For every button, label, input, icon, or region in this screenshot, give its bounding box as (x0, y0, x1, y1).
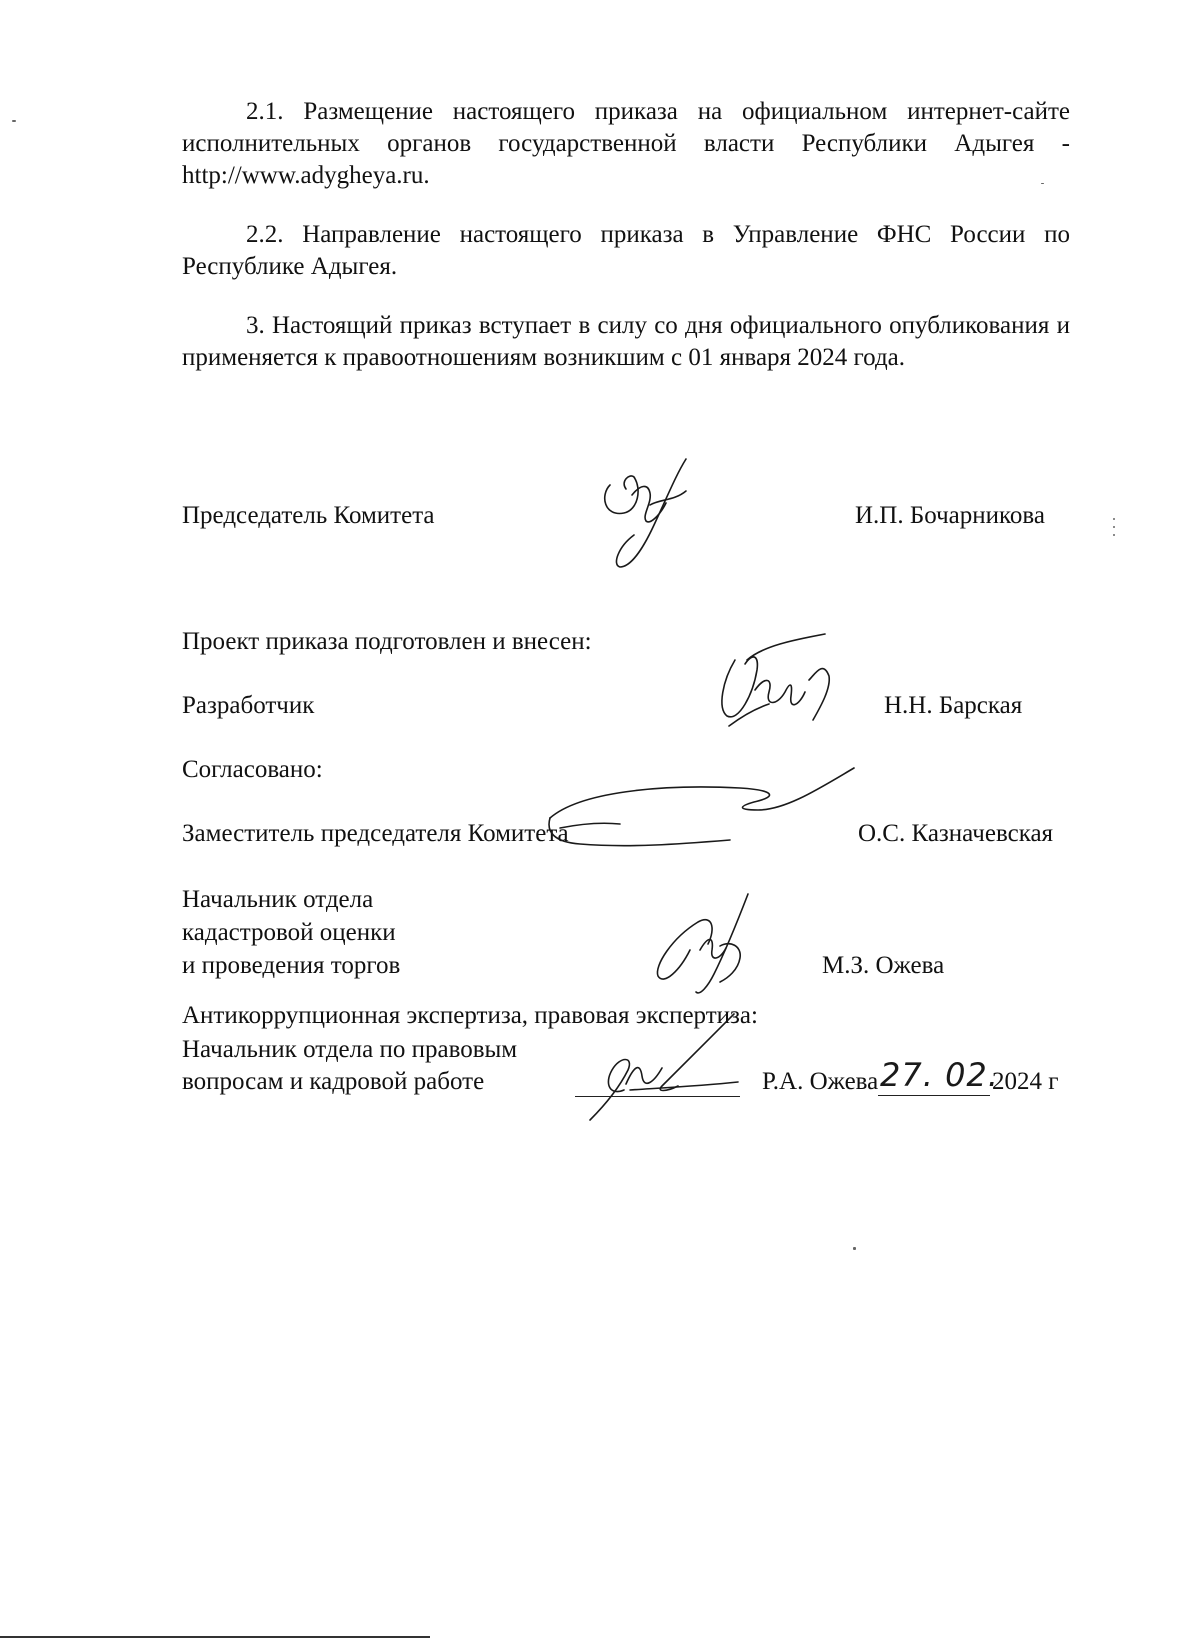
deputy-signature (540, 762, 860, 862)
paragraph-2-2: 2.2. Направление настоящего приказа в Управление ФНС России по Республике Адыгея. (182, 221, 1070, 280)
project-heading: Проект приказа подготовлен и внесен: (182, 628, 592, 655)
chairman-name: И.П. Бочарникова (855, 502, 1045, 529)
legal-position-line2: вопросам и кадровой работе (182, 1068, 485, 1095)
cadastral-name: М.З. Ожева (822, 952, 945, 979)
cadastral-signature (650, 890, 760, 1000)
deputy-position: Заместитель председателя Комитета (182, 820, 569, 847)
cadastral-position-line1: Начальник отдела (182, 886, 374, 913)
scan-artifact (1113, 526, 1115, 528)
footer-rule (0, 1636, 430, 1638)
scan-artifact (1041, 183, 1044, 184)
developer-name: Н.Н. Барская (884, 692, 1023, 719)
legal-name: Р.А. Ожева (762, 1068, 879, 1095)
developer-position: Разработчик (182, 692, 315, 719)
paragraph-3: 3. Настоящий приказ вступает в силу со дня официального опубликования и применяется к правоотношениям возникшим с 01 января 2024 года. (182, 312, 1070, 371)
scan-artifact (1113, 518, 1115, 520)
agreed-heading: Согласовано: (182, 756, 323, 783)
paragraph-2-1: 2.1. Размещение настоящего приказа на официальном интернет-сайте исполнительных органов государственной власти Республики Адыгея - http://www.adygheya.ru. (182, 98, 1070, 189)
cadastral-position-line2: кадастровой оценки (182, 919, 396, 946)
legal-position-line1: Начальник отдела по правовым (182, 1036, 518, 1063)
anticorruption-heading: Антикоррупционная экспертиза, правовая экспертиза: (182, 1002, 758, 1029)
cadastral-position-line3: и проведения торгов (182, 952, 401, 979)
developer-signature (705, 630, 855, 740)
legal-date-year: 2024 г (992, 1068, 1059, 1095)
chairman-position: Председатель Комитета (182, 502, 435, 529)
legal-date-underline (878, 1095, 990, 1096)
scan-artifact (1113, 534, 1115, 536)
chairman-signature (590, 455, 710, 575)
legal-signature-underline (575, 1096, 740, 1097)
legal-date-handwritten: 27. 02. (880, 1056, 999, 1094)
scan-artifact (853, 1247, 856, 1250)
scan-artifact (12, 120, 16, 122)
deputy-name: О.С. Казначевская (858, 820, 1054, 847)
